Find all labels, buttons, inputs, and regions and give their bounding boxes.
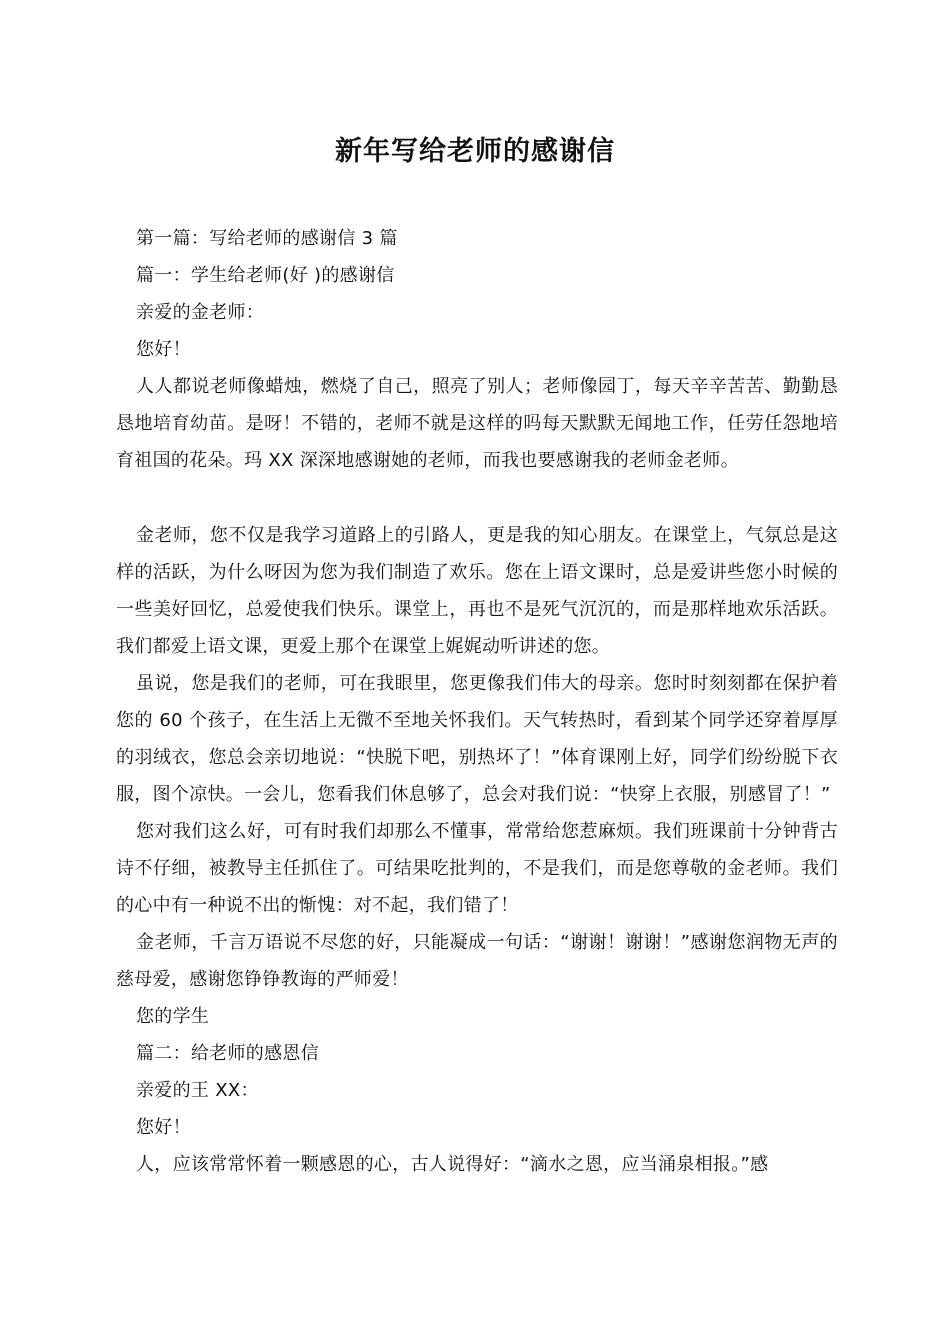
body-paragraph: 虽说，您是我们的老师，可在我眼里，您更像我们伟大的母亲。您时时刻刻都在保护着您的 60 个孩子，在生活上无微不至地关怀我们。天气转热时，看到某个同学还穿着厚厚的羽绒衣，您总会亲切地说：“快脱下吧，别热坏了！”体育课刚上好，同学们纷纷脱下衣服，图个凉快。一会儿，您看我们休息够了，总会对我们说：“快穿上衣服，别感冒了！”: [116, 673, 838, 805]
greeting: 您好！: [136, 339, 191, 360]
section-heading: 篇一：学生给老师(好 )的感谢信: [136, 265, 395, 286]
signature: 您的学生: [136, 1006, 210, 1027]
chapter-heading: 第一篇：写给老师的感谢信 3 篇: [136, 228, 398, 249]
paragraph-gap: [116, 479, 838, 517]
section-heading: 篇二：给老师的感恩信: [136, 1043, 319, 1064]
greeting: 您好！: [136, 1117, 191, 1138]
document-title: 新年写给老师的感谢信: [335, 136, 615, 167]
salutation: 亲爱的王 XX：: [136, 1080, 259, 1101]
body-paragraph: 人人都说老师像蜡烛，燃烧了自己，照亮了别人；老师像园丁，每天辛辛苦苦、勤勤恳恳地培育幼苗。是呀！不错的，老师不就是这样的吗每天默默无闻地工作，任劳任怨地培育祖国的花朵。玛 XX 深深地感谢她的老师，而我也要感谢我的老师金老师。: [116, 376, 838, 471]
body-paragraph: 您对我们这么好，可有时我们却那么不懂事，常常给您惹麻烦。我们班课前十分钟背古诗不仔细，被教导主任抓住了。可结果吃批判的，不是我们，而是您尊敬的金老师。我们的心中有一种说不出的惭愧：对不起，我们错了！: [116, 821, 838, 916]
body-paragraph: 人，应该常常怀着一颗感恩的心，古人说得好：“滴水之恩，应当涌泉相报。”感: [136, 1154, 769, 1175]
document-body: [116, 220, 838, 1183]
body-paragraph: 金老师，千言万语说不尽您的好，只能凝成一句话：“谢谢！谢谢！”感谢您润物无声的慈母爱，感谢您铮铮教诲的严师爱！: [116, 932, 838, 990]
salutation: 亲爱的金老师：: [136, 302, 265, 323]
body-paragraph: 金老师，您不仅是我学习道路上的引路人，更是我的知心朋友。在课堂上，气氛总是这样的活跃，为什么呀因为您为我们制造了欢乐。您在上语文课时，总是爱讲些您小时候的一些美好回忆，总爱使我们快乐。课堂上，再也不是死气沉沉的，而是那样地欢乐活跃。我们都爱上语文课，更爱上那个在课堂上娓娓动听讲述的您。: [116, 525, 838, 657]
